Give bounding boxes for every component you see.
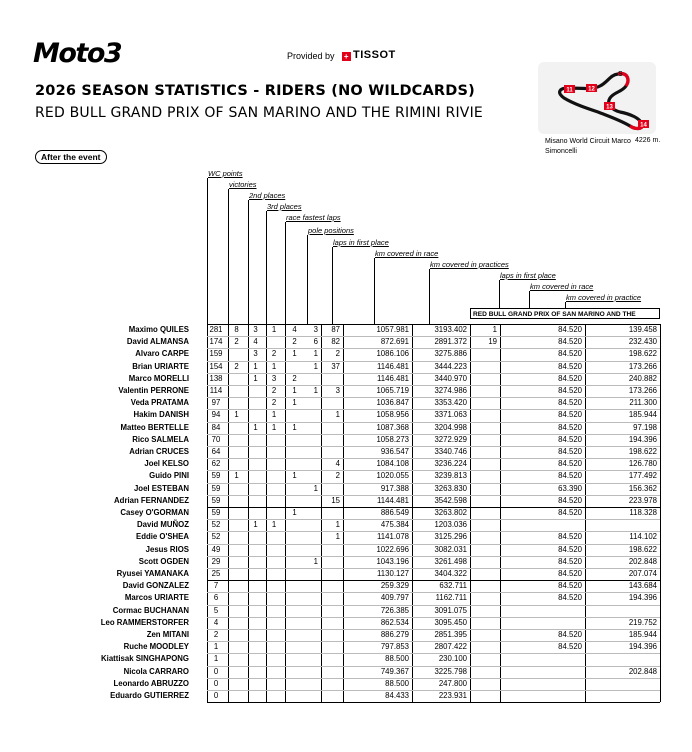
cell-pts: 7 [213, 581, 219, 591]
cell-p3: 1 [271, 361, 277, 371]
cell-kmp: 3082.031 [434, 544, 467, 554]
cell-ekmp: 198.622 [628, 349, 657, 359]
rider-name: Matteo BERTELLE [120, 422, 189, 432]
cell-kmp: 3440.970 [434, 373, 467, 383]
table-row [0, 361, 692, 373]
cell-pts: 0 [213, 678, 219, 688]
cell-fl: 1 [292, 508, 297, 517]
cell-kmp: 3095.450 [434, 617, 467, 627]
cell-pts: 62 [211, 459, 221, 469]
table-row [0, 348, 692, 360]
cell-ekmr: 63.390 [558, 483, 582, 493]
cell-ekmr: 84.520 [558, 459, 582, 469]
cell-vic: 1 [234, 410, 239, 420]
cell-kmr: 1086.106 [376, 349, 409, 359]
cell-kmr: 886.549 [380, 508, 409, 517]
cell-kmp: 2851.395 [434, 630, 467, 639]
cell-p2: 1 [253, 361, 258, 371]
cell-kmr: 259.329 [380, 581, 409, 591]
cell-kmp: 3353.420 [434, 398, 467, 408]
cell-ekmp: 185.944 [628, 630, 657, 639]
cell-ekmr: 84.520 [558, 544, 582, 554]
cell-fl: 1 [292, 386, 297, 395]
cell-kmr: 862.534 [380, 617, 409, 627]
table-row [0, 617, 692, 629]
cell-fl: 1 [292, 422, 297, 432]
cell-kmr: 1065.719 [376, 386, 409, 395]
cell-ekmp: 143.684 [628, 581, 657, 591]
cell-ekmr: 84.520 [558, 508, 582, 517]
cell-kmp: 3193.402 [434, 325, 467, 334]
cell-kmp: 3204.998 [434, 422, 467, 432]
cell-kmp: 3272.929 [434, 434, 467, 444]
cell-ekmp: 211.300 [629, 398, 657, 408]
cell-pole: 1 [313, 349, 318, 359]
rider-name: Hakim DANISH [133, 410, 189, 420]
rider-name: Leonardo ABRUZZO [113, 678, 189, 688]
cell-ekmp: 240.882 [628, 373, 657, 383]
rider-name: Marcos URIARTE [124, 593, 189, 603]
cell-kmr: 749.367 [380, 666, 409, 676]
cell-kmp: 3404.322 [434, 569, 467, 578]
cell-fl: 2 [292, 373, 297, 383]
cell-pts: 0 [213, 666, 219, 676]
rider-name: Adrian CRUCES [129, 447, 189, 456]
rider-name: Veda PRATAMA [130, 398, 189, 408]
cell-pts: 64 [211, 447, 221, 456]
cell-vic: 1 [234, 471, 239, 481]
cell-pts: 25 [211, 569, 221, 578]
rider-name: Joel ESTEBAN [133, 483, 189, 493]
table-row [0, 568, 692, 580]
cell-pts: 5 [213, 605, 219, 615]
cell-pts: 59 [211, 471, 221, 481]
table-row [0, 690, 692, 702]
rider-name: Brian URIARTE [132, 361, 189, 371]
cell-ekmp: 194.396 [628, 642, 657, 652]
header-event-km-race: km covered in race [530, 282, 594, 291]
swiss-cross-icon: + [343, 52, 350, 61]
cell-kmr: 1130.127 [377, 569, 409, 578]
cell-pts: 1 [213, 654, 219, 664]
cell-kmp: 3263.830 [434, 483, 467, 493]
table-row [0, 556, 692, 568]
cell-pts: 52 [211, 532, 221, 542]
cell-kmp: 1162.711 [435, 593, 467, 603]
cell-ekmp: 219.752 [628, 617, 657, 627]
table-row [0, 507, 692, 519]
cell-pts: 59 [211, 495, 221, 505]
cell-p3: 1 [271, 325, 277, 334]
cell-ekmp: 202.848 [628, 666, 657, 676]
cell-pts: 59 [211, 483, 221, 493]
cell-pts: 94 [211, 410, 221, 420]
cell-ekmr: 84.520 [558, 569, 582, 578]
cell-fl: 1 [292, 471, 297, 481]
cell-p2: 1 [253, 422, 258, 432]
cell-pts: 70 [211, 434, 221, 444]
table-row [0, 495, 692, 507]
cell-vic: 2 [234, 337, 239, 347]
cell-pts: 49 [211, 544, 221, 554]
rider-name: Joel KELSO [144, 459, 189, 469]
cell-kmr: 1144.481 [377, 495, 409, 505]
cell-fl: 1 [292, 349, 297, 359]
cell-kmr: 1141.078 [377, 532, 409, 542]
cell-kmp: 3091.075 [434, 605, 467, 615]
cell-ekmp: 173.266 [628, 386, 657, 395]
rider-name: Eduardo GUTIERREZ [110, 691, 189, 700]
cell-ekmp: 198.622 [628, 447, 657, 456]
table-row [0, 641, 692, 653]
cell-vic: 2 [234, 361, 239, 371]
header-victories: victories [229, 180, 257, 189]
table-row [0, 324, 692, 336]
cell-kmr: 1058.273 [376, 434, 409, 444]
cell-ekmr: 84.520 [558, 495, 582, 505]
circuit-map [538, 62, 656, 137]
cell-kmr: 1036.847 [376, 398, 409, 408]
cell-kmp: 247.800 [438, 678, 467, 688]
cell-ekmr: 84.520 [558, 434, 582, 444]
cell-ekmp: 194.396 [628, 593, 657, 603]
cell-p3: 2 [271, 349, 277, 359]
header-3rd-places: 3rd places [267, 202, 302, 211]
turn-label: 12 [588, 86, 595, 93]
cell-kmp: 2891.372 [434, 337, 467, 347]
table-row [0, 422, 692, 434]
cell-kmp: 3125.296 [434, 532, 467, 542]
event-section-header: RED BULL GRAND PRIX OF SAN MARINO AND THE [470, 308, 660, 319]
turn-label: 13 [606, 104, 613, 111]
cell-kmr: 1084.108 [376, 459, 409, 469]
circuit-length: 4226 m. [635, 137, 661, 144]
cell-pts: 6 [213, 593, 219, 603]
cell-ekmr: 84.520 [558, 581, 582, 591]
cell-kmp: 3444.223 [434, 361, 467, 371]
cell-pole: 1 [313, 556, 318, 566]
cell-pts: 1 [213, 642, 219, 652]
header-wc-points: WC points [208, 169, 243, 178]
rider-name: David ALMANSA [126, 337, 189, 347]
rider-name: Zen MITANI [146, 630, 189, 639]
header-event-laps-first: laps in first place [500, 271, 556, 280]
after-event-badge: After the event [35, 150, 107, 164]
cell-kmr: 1058.956 [376, 410, 409, 420]
cell-p2: 1 [253, 373, 258, 383]
rider-name: Ryusei YAMANAKA [116, 569, 189, 578]
cell-kmp: 1203.036 [434, 520, 467, 530]
table-row [0, 531, 692, 543]
table-row [0, 653, 692, 665]
cell-pole: 3 [313, 325, 318, 334]
cell-laps: 2 [335, 471, 340, 481]
cell-p3: 2 [271, 386, 277, 395]
cell-pts: 154 [209, 361, 223, 371]
header-2nd-places: 2nd places [249, 191, 286, 200]
table-row [0, 446, 692, 458]
turn-label: 11 [566, 87, 573, 94]
provided-by-label: Provided by [287, 51, 335, 61]
cell-kmr: 84.433 [385, 691, 409, 700]
cell-fl: 2 [292, 337, 297, 347]
page-title: 2026 SEASON STATISTICS - RIDERS (NO WILDCARDS) [35, 83, 476, 99]
cell-kmr: 1022.696 [376, 544, 409, 554]
moto3-logo: Moto3 [33, 38, 122, 69]
cell-pole: 6 [313, 337, 318, 347]
rider-name: Guido PINI [149, 471, 189, 481]
rider-name: Adrian FERNANDEZ [114, 495, 189, 505]
cell-ekmp: 202.848 [628, 556, 657, 566]
cell-kmr: 88.500 [385, 654, 409, 664]
cell-p2: 3 [253, 325, 258, 334]
cell-fl: 4 [292, 325, 297, 334]
rider-name: Alvaro CARPE [135, 349, 189, 359]
cell-kmr: 917.388 [380, 483, 409, 493]
cell-pts: 2 [213, 630, 219, 639]
cell-pts: 159 [209, 349, 223, 359]
rider-name: Marco MORELLI [128, 373, 189, 383]
header-pole-positions: pole positions [308, 226, 354, 235]
rider-name: Nicola CARRARO [123, 666, 189, 676]
cell-ekmr: 84.520 [558, 642, 582, 652]
cell-ekmp: 198.622 [628, 544, 657, 554]
cell-kmp: 3239.813 [434, 471, 467, 481]
cell-kmr: 1057.981 [376, 325, 409, 334]
cell-pts: 52 [211, 520, 221, 530]
cell-p3: 1 [271, 410, 277, 420]
circuit-name: Misano World Circuit Marco Simoncelli [545, 138, 631, 155]
cell-laps: 1 [335, 520, 340, 530]
cell-ekmp: 173.266 [628, 361, 657, 371]
table-row [0, 397, 692, 409]
cell-kmr: 1087.368 [376, 422, 409, 432]
table-row [0, 458, 692, 470]
rider-name: Leo RAMMERSTORFER [100, 617, 189, 627]
cell-ekmr: 84.520 [558, 447, 582, 456]
cell-pts: 59 [211, 508, 221, 517]
rider-name: David MUÑOZ [137, 520, 189, 530]
cell-ekmp: 114.102 [629, 532, 657, 542]
cell-ekmp: 126.780 [628, 459, 657, 469]
table-row [0, 605, 692, 617]
cell-kmp: 3225.798 [434, 666, 467, 676]
rider-name: Cormac BUCHANAN [112, 605, 189, 615]
cell-ekmr: 84.520 [558, 410, 582, 420]
cell-pts: 29 [211, 556, 221, 566]
table-row [0, 470, 692, 482]
rider-name: Scott OGDEN [138, 556, 189, 566]
table-row [0, 678, 692, 690]
cell-ekmr: 84.520 [558, 386, 582, 395]
cell-kmr: 936.547 [380, 447, 409, 456]
rider-name: David GONZALEZ [122, 581, 189, 591]
cell-vic: 8 [234, 325, 239, 334]
cell-pts: 138 [209, 373, 223, 383]
rider-name: Casey O'GORMAN [120, 508, 189, 517]
table-row [0, 409, 692, 421]
cell-kmp: 3263.802 [434, 508, 467, 517]
cell-p2: 1 [253, 520, 258, 530]
cell-kmr: 475.384 [380, 520, 409, 530]
cell-kmr: 726.385 [380, 605, 409, 615]
cell-ekmr: 84.520 [558, 337, 582, 347]
cell-kmp: 3371.063 [434, 410, 467, 420]
cell-kmp: 3261.498 [434, 556, 467, 566]
table-row [0, 580, 692, 592]
cell-kmp: 223.931 [438, 691, 467, 700]
cell-laps: 37 [331, 361, 340, 371]
cell-p3: 3 [271, 373, 277, 383]
cell-elaps: 1 [492, 325, 497, 334]
table-row [0, 544, 692, 556]
table-row [0, 336, 692, 348]
cell-ekmp: 207.074 [628, 569, 657, 578]
cell-ekmp: 194.396 [628, 434, 657, 444]
header-event-km-practice: km covered in practice [566, 293, 642, 302]
cell-kmp: 3236.224 [434, 459, 467, 469]
rider-name: Ruche MOODLEY [123, 642, 189, 652]
cell-kmp: 3275.886 [434, 349, 467, 359]
cell-laps: 82 [331, 337, 340, 347]
cell-ekmr: 84.520 [558, 325, 582, 334]
cell-kmr: 1043.196 [376, 556, 409, 566]
cell-ekmr: 84.520 [558, 398, 582, 408]
cell-ekmr: 84.520 [558, 373, 582, 383]
cell-pole: 1 [313, 483, 318, 493]
cell-ekmr: 84.520 [558, 471, 582, 481]
cell-pole: 1 [313, 361, 318, 371]
cell-kmp: 2807.422 [434, 642, 467, 652]
cell-kmr: 1020.055 [376, 471, 409, 481]
header-km-race: km covered in race [375, 249, 439, 258]
cell-ekmp: 185.944 [628, 410, 657, 420]
event-subtitle: RED BULL GRAND PRIX OF SAN MARINO AND THE RIMINI RIVIE [35, 105, 483, 121]
cell-ekmr: 84.520 [558, 422, 582, 432]
cell-ekmp: 177.492 [628, 471, 657, 481]
cell-ekmp: 97.198 [633, 422, 657, 432]
cell-ekmp: 118.328 [629, 508, 657, 517]
cell-laps: 1 [335, 410, 340, 420]
cell-pts: 114 [209, 386, 223, 395]
table-row [0, 666, 692, 678]
table-row [0, 483, 692, 495]
svg-text:S: S [618, 71, 623, 78]
cell-ekmp: 223.978 [628, 495, 657, 505]
cell-kmp: 3274.986 [434, 386, 467, 395]
cell-p2: 3 [253, 349, 258, 359]
cell-kmr: 409.797 [380, 593, 409, 603]
cell-ekmr: 84.520 [558, 593, 582, 603]
cell-ekmr: 84.520 [558, 532, 582, 542]
cell-p2: 4 [253, 337, 258, 347]
cell-laps: 15 [331, 495, 340, 505]
table-row [0, 434, 692, 446]
cell-ekmr: 84.520 [558, 556, 582, 566]
cell-pts: 281 [209, 325, 223, 334]
cell-kmr: 1146.481 [377, 373, 409, 383]
cell-ekmp: 232.430 [628, 337, 657, 347]
cell-p3: 1 [271, 422, 277, 432]
cell-laps: 1 [335, 532, 340, 542]
cell-pts: 97 [211, 398, 221, 408]
cell-pts: 174 [209, 337, 223, 347]
cell-ekmr: 84.520 [558, 349, 582, 359]
cell-ekmr: 84.520 [558, 630, 582, 639]
cell-kmp: 230.100 [438, 654, 467, 664]
rider-name: Valentin PERRONE [118, 386, 189, 395]
cell-ekmp: 139.458 [628, 325, 657, 334]
cell-pole: 1 [313, 386, 318, 395]
cell-kmp: 3340.746 [434, 447, 467, 456]
table-row [0, 385, 692, 397]
cell-kmp: 3542.598 [434, 495, 467, 505]
cell-fl: 1 [292, 398, 297, 408]
table-row [0, 592, 692, 604]
cell-kmr: 886.279 [380, 630, 409, 639]
table-row [0, 373, 692, 385]
header-laps-first-place: laps in first place [333, 238, 389, 247]
cell-laps: 3 [335, 386, 340, 395]
rider-name: Kiattisak SINGHAPONG [101, 654, 189, 664]
rider-name: Eddie O'SHEA [136, 532, 189, 542]
cell-kmr: 797.853 [380, 642, 409, 652]
cell-laps: 2 [335, 349, 340, 359]
cell-laps: 4 [335, 459, 340, 469]
rider-name: Rico SALMELA [132, 434, 189, 444]
table-row [0, 629, 692, 641]
cell-laps: 87 [331, 325, 340, 334]
cell-pts: 4 [213, 617, 219, 627]
cell-p3: 1 [271, 520, 277, 530]
cell-kmr: 872.691 [380, 337, 409, 347]
cell-ekmr: 84.520 [558, 361, 582, 371]
table-row [0, 519, 692, 531]
rider-name: Maximo QUILES [128, 325, 189, 334]
cell-pts: 84 [211, 422, 221, 432]
header-race-fastest-laps: race fastest laps [286, 213, 341, 222]
cell-kmr: 1146.481 [377, 361, 409, 371]
cell-kmp: 632.711 [439, 581, 467, 591]
rider-name: Jesus RIOS [145, 544, 189, 554]
cell-ekmp: 156.362 [628, 483, 657, 493]
cell-p3: 2 [271, 398, 277, 408]
sponsor-logo: + TISSOT [343, 49, 396, 61]
cell-kmr: 88.500 [385, 678, 409, 688]
header-km-practices: km covered in practices [430, 260, 509, 269]
cell-pts: 0 [213, 691, 219, 700]
turn-label: 14 [640, 122, 647, 129]
cell-elaps: 19 [488, 337, 497, 347]
